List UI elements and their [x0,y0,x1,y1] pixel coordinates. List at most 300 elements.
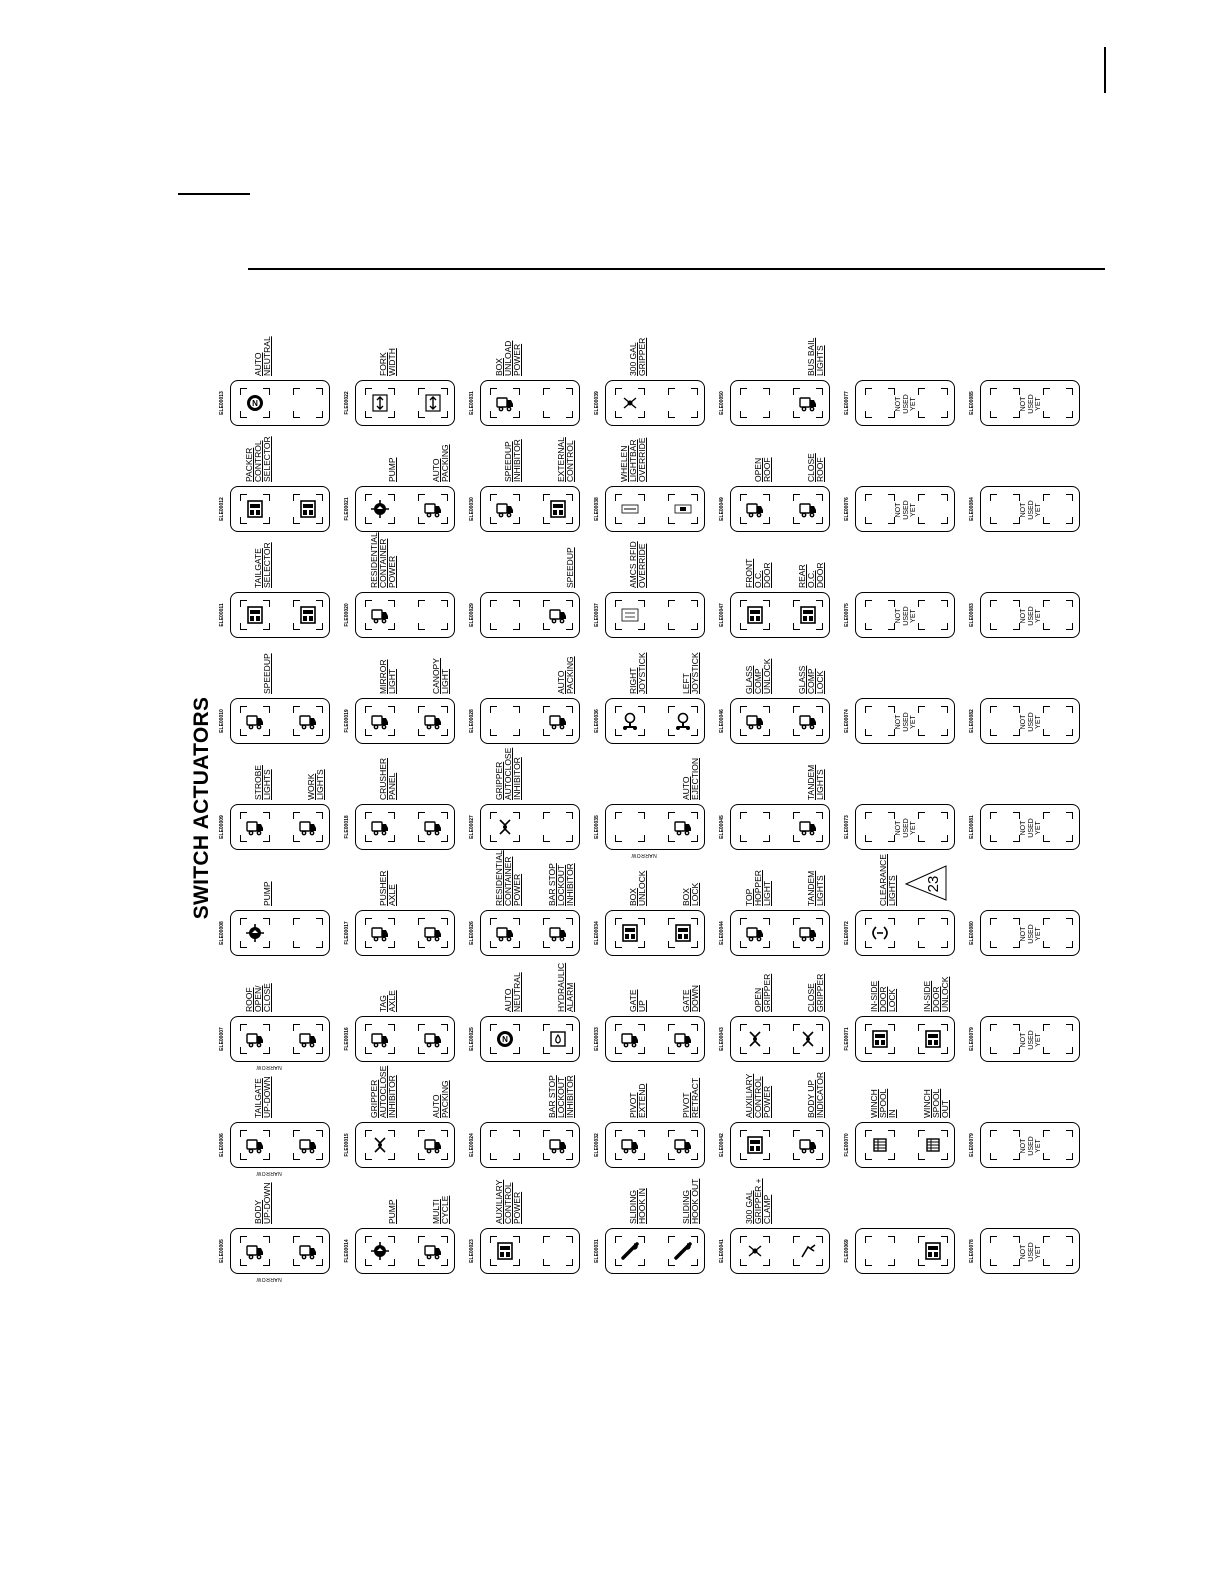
rocker-switch[interactable]: NOT USED YET [980,698,1080,744]
switch-cell: ELE00080 NOT USED YET [972,910,1082,960]
rocker-switch[interactable] [480,804,580,850]
switch-position [918,1024,948,1054]
rocker-switch[interactable]: NOT USED YET [855,804,955,850]
switch-position-empty [490,600,520,630]
switch-position [418,1024,448,1054]
switch-position-empty [990,706,1020,736]
switch-position-empty [615,812,645,842]
switch-position [240,812,270,842]
rocker-switch[interactable] [605,910,705,956]
switch-position [668,812,698,842]
truck-icon [548,1135,568,1155]
switch-position [490,1024,520,1054]
rocker-switch[interactable] [480,910,580,956]
page-corner-mark [1104,47,1106,93]
truck-icon [798,499,818,519]
switch-cell: ELE00075 NOT USED YET [847,592,957,642]
switch-position-empty [490,1130,520,1160]
switch-position-empty [1043,1130,1073,1160]
switch-cell: ELE00008 PUMP [222,910,332,960]
switch-cell: ELE00079 NOT USED YET [972,1122,1082,1172]
switch-cell: FLE00022 FORK WIDTH [347,380,457,430]
switch-cell: ELE00047 FRONT O.C. DOOR REAR O.C. DOOR [722,592,832,642]
section-header-rule [248,268,1105,270]
rocker-switch[interactable] [480,486,580,532]
switch-position [240,600,270,630]
rocker-switch[interactable] [730,486,830,532]
rocker-switch[interactable] [355,910,455,956]
switch-cell: ELE00007 NARROW ROOF OPEN/ CLOSE [222,1016,332,1066]
switch-cell: ELE00009 STROBE LIGHTS WORK LIGHTS [222,804,332,854]
switch-position [293,1130,323,1160]
switch-position-empty [1043,600,1073,630]
truck-icon [370,605,390,625]
rocker-switch[interactable] [480,380,580,426]
switch-position [543,494,573,524]
auto-neutral-icon [495,1029,515,1049]
switch-cell: ELE00035 NARROW AUTO EJECTION [597,804,707,854]
rocker-switch[interactable]: NOT USED YET [980,1016,1080,1062]
switch-position [793,1130,823,1160]
panel-icon [923,1241,943,1261]
switch-cell: ELE00076 NOT USED YET [847,486,957,536]
switch-position [240,1024,270,1054]
switch-position [615,600,645,630]
truck-icon [245,817,265,837]
switch-position [365,1130,395,1160]
revision-triangle [902,862,948,902]
switch-position-empty [990,600,1020,630]
truck-icon [673,1029,693,1049]
rocker-switch[interactable]: NOT USED YET [980,804,1080,850]
rocker-switch[interactable] [355,1016,455,1062]
rocker-switch[interactable] [605,804,705,850]
switch-cell: ELE00026 RESIDENTIAL CONTAINER POWER BAR STOP LOCKOUT INHIBITOR [472,910,582,960]
panel-icon [745,605,765,625]
switch-position-empty [1043,1024,1073,1054]
rocker-switch[interactable] [730,804,830,850]
rocker-switch[interactable] [355,804,455,850]
panel-icon [745,1135,765,1155]
switch-position [418,706,448,736]
rocker-switch[interactable] [355,1228,455,1274]
rocker-switch[interactable] [730,698,830,744]
switch-position [668,918,698,948]
switch-position-empty [668,388,698,418]
rocker-switch[interactable] [230,1228,330,1274]
truck-icon [798,1135,818,1155]
switch-cell: ELE00037 AMCS RFID OVERRIDE [597,592,707,642]
truck-icon [423,1135,443,1155]
truck-icon [370,817,390,837]
truck-icon [370,923,390,943]
switch-cell: FLE00069 [847,1228,957,1278]
narrow-note: NARROW [256,1276,282,1282]
winch-icon [870,1135,890,1155]
switch-position-empty [543,388,573,418]
switch-cell: ELE00030 SPEEDUP INHIBITOR EXTERNAL CONTROL [472,486,582,536]
rocker-switch[interactable] [605,486,705,532]
switch-position [740,1130,770,1160]
rocker-switch[interactable] [730,910,830,956]
svg-text:N: N [252,399,258,408]
rocker-switch[interactable] [605,1228,705,1274]
pump-icon [370,1241,390,1261]
gripper300-icon [745,1241,765,1261]
panel-icon [495,1241,515,1261]
switch-cell: ELE00029 SPEEDUP [472,592,582,642]
switch-cell: ELE00082 NOT USED YET [972,698,1082,748]
rocker-switch[interactable]: NOT USED YET [980,1122,1080,1168]
rocker-switch[interactable] [480,1228,580,1274]
switch-position-empty [990,1236,1020,1266]
rocker-switch[interactable] [730,592,830,638]
switch-cell: FLE00018 CRUSHER PANEL [347,804,457,854]
rocker-switch[interactable] [855,1122,955,1168]
switch-cell: ELE00044 TOP HOPPER LIGHT TANDEM LIGHTS [722,910,832,960]
switch-position-empty [918,494,948,524]
rocker-switch[interactable] [355,380,455,426]
rocker-switch[interactable] [230,1016,330,1062]
rocker-switch[interactable] [730,380,830,426]
switch-position [615,1024,645,1054]
switch-position [543,1024,573,1054]
switch-position [240,1130,270,1160]
rocker-switch[interactable]: NOT USED YET [980,1228,1080,1274]
switch-cell: FLE00014 PUMP MULTI CYCLE [347,1228,457,1278]
switch-position [293,1236,323,1266]
switch-position [668,1130,698,1160]
switch-cell: ELE00085 NOT USED YET [972,380,1082,430]
switch-position [793,600,823,630]
truck-icon [798,817,818,837]
rocker-switch[interactable] [605,1016,705,1062]
switch-cell: ELE00079 NOT USED YET [972,1016,1082,1066]
switch-cell: ELE00010 SPEEDUP [222,698,332,748]
rocker-switch[interactable]: NOT USED YET [980,592,1080,638]
truck-icon [745,499,765,519]
gripper-icon [745,1029,765,1049]
hook-icon [673,1241,693,1261]
switch-position-empty [918,388,948,418]
truck-icon [548,923,568,943]
rocker-switch[interactable] [605,698,705,744]
switch-position-empty [740,812,770,842]
switch-position [365,600,395,630]
switch-position-empty [1043,918,1073,948]
svg-text:N: N [502,1035,508,1044]
truck-icon [673,1135,693,1155]
switch-position [418,918,448,948]
switch-position [615,706,645,736]
rocker-switch[interactable] [855,910,955,956]
switch-position [615,494,645,524]
switch-position-empty [543,812,573,842]
switch-cell: ELE00012 PACKER CONTROL SELECTOR [222,486,332,536]
switch-position [793,494,823,524]
switch-cell: ELE00039 300 GAL GRIPPER [597,380,707,430]
switch-cell: ELE00028 AUTO PACKING [472,698,582,748]
switch-cell: FLE00020 RESIDENTIAL CONTAINER POWER [347,592,457,642]
gripper-icon [370,1135,390,1155]
truck-icon [423,711,443,731]
switch-position [615,918,645,948]
panel-icon [298,605,318,625]
rocker-switch[interactable] [605,592,705,638]
rocker-switch[interactable]: NOT USED YET [980,380,1080,426]
switch-position-empty [418,600,448,630]
rocker-switch[interactable] [730,1228,830,1274]
switch-cell: ELE00046 GLASS COMP UNLOCK GLASS COMP LOCK [722,698,832,748]
truck-icon [423,817,443,837]
switch-cell: ELE00013 N AUTO NEUTRAL [222,380,332,430]
truck-icon [798,923,818,943]
arrows-icon [370,393,390,413]
switch-position [668,1024,698,1054]
switch-position-empty [990,1130,1020,1160]
switch-position [668,1236,698,1266]
switch-position [865,918,895,948]
switch-cell: FLE00021 PUMP AUTO PACKING [347,486,457,536]
rocker-switch[interactable] [355,698,455,744]
switch-position [793,918,823,948]
switch-cell: ELE00049 OPEN ROOF CLOSE ROOF [722,486,832,536]
switch-position [740,1024,770,1054]
switch-cell: ELE00074 NOT USED YET [847,698,957,748]
rocker-switch[interactable] [230,698,330,744]
switch-position [740,1236,770,1266]
switch-position [240,388,270,418]
switch-position-empty [990,918,1020,948]
rocker-switch[interactable]: NOT USED YET [855,698,955,744]
rocker-switch[interactable]: NOT USED YET [980,910,1080,956]
truck-icon [495,923,515,943]
switch-position-empty [490,706,520,736]
switch-position [918,1236,948,1266]
panel-icon [620,923,640,943]
panel-icon [245,499,265,519]
switch-position [365,1024,395,1054]
panel-icon [798,605,818,625]
truck-icon [548,605,568,625]
switch-actuator-grid [219,330,1098,1290]
switch-position [293,1024,323,1054]
truck-icon [245,1241,265,1261]
switch-position [240,706,270,736]
switch-position [918,1130,948,1160]
truck-icon [620,1135,640,1155]
rocker-switch[interactable] [605,380,705,426]
rocker-switch[interactable] [230,592,330,638]
switch-position [490,812,520,842]
switch-position [240,1236,270,1266]
truck-icon [245,711,265,731]
switch-position-empty [865,600,895,630]
switch-cell: ELE00005 NARROW BODY UP-DOWN [222,1228,332,1278]
rocker-switch[interactable] [355,1122,455,1168]
rocker-switch[interactable] [855,1228,955,1274]
switch-position [668,494,698,524]
switch-position [365,388,395,418]
switch-cell: ELE00032 PIVOT EXTEND PIVOT RETRACT [597,1122,707,1172]
switch-position-empty [918,706,948,736]
switch-cell: ELE00033 GATE UP GATE DOWN [597,1016,707,1066]
switch-position [365,706,395,736]
switch-position [293,600,323,630]
switch-cell: ELE00084 NOT USED YET [972,486,1082,536]
switch-position-empty [865,388,895,418]
rocker-switch[interactable] [480,698,580,744]
switch-position [293,812,323,842]
truck-icon [298,817,318,837]
switch-cell: ELE00073 NOT USED YET [847,804,957,854]
joystick-icon [673,711,693,731]
truck-icon [245,1135,265,1155]
switch-position [418,812,448,842]
switch-position-empty [865,1236,895,1266]
truck-icon [298,1241,318,1261]
section-short-rule [178,193,250,195]
narrow-note: NARROW [256,1064,282,1070]
panel-icon [870,1029,890,1049]
switch-position-empty [1043,1236,1073,1266]
switch-position [668,706,698,736]
gripper-icon [798,1029,818,1049]
truck-icon [423,923,443,943]
truck-icon [798,393,818,413]
switch-position-empty [293,918,323,948]
switch-position [418,1130,448,1160]
switch-cell: ELE00050 BUS BAIL LIGHTS [722,380,832,430]
truck-icon [298,711,318,731]
switch-position-empty [918,812,948,842]
revision-number: 23 [924,875,942,893]
truck-icon [423,499,443,519]
switch-position [293,494,323,524]
gripper300-icon [620,393,640,413]
switch-position [615,1236,645,1266]
rocker-switch[interactable]: NOT USED YET [855,380,955,426]
rocker-switch[interactable] [730,1122,830,1168]
switch-position [740,494,770,524]
rocker-switch[interactable]: NOT USED YET [980,486,1080,532]
rocker-switch[interactable] [355,592,455,638]
switch-cell: FLE00019 MIRROR LIGHT CANOPY LIGHT [347,698,457,748]
switch-position [418,1236,448,1266]
truck-icon [298,1029,318,1049]
switch-position [740,918,770,948]
switch-position-empty [918,600,948,630]
rocker-switch[interactable] [230,910,330,956]
alarm-icon [548,1029,568,1049]
auto-neutral-icon [245,393,265,413]
switch-position [240,494,270,524]
switch-cell: ELE00072 CLEARANCE LIGHTS [847,910,957,960]
switch-position [490,388,520,418]
switch-position [543,918,573,948]
switch-position-empty [865,706,895,736]
switch-cell: ELE00025 N AUTO NEUTRAL HYDRAULIC ALARM [472,1016,582,1066]
truck-icon [423,1241,443,1261]
switch-cell: FLE00015 GRIPPER AUTOCLOSE INHIBITOR AUTO PACKING [347,1122,457,1172]
switch-cell: ELE00081 NOT USED YET [972,804,1082,854]
rocker-switch[interactable] [355,486,455,532]
switch-position [740,600,770,630]
rocker-switch[interactable]: NOT USED YET [855,486,955,532]
winch-icon [923,1135,943,1155]
switch-position-empty [918,918,948,948]
rocker-switch[interactable] [480,1016,580,1062]
panel-icon [245,605,265,625]
switch-cell: ELE00078 NOT USED YET [972,1228,1082,1278]
narrow-note: NARROW [256,1170,282,1176]
switch-position-empty [990,1024,1020,1054]
rocker-switch[interactable] [230,486,330,532]
switch-position-empty [990,388,1020,418]
rocker-switch[interactable] [730,1016,830,1062]
switch-cell: ELE00041 300 GAL GRIPPER + CLAMP [722,1228,832,1278]
switch-cell: ELE00038 WHELEN LIGHTBAR OVERRIDE [597,486,707,536]
truck-icon [245,1029,265,1049]
panel-icon [548,499,568,519]
rocker-switch[interactable]: NOT USED YET [855,592,955,638]
switch-position [490,918,520,948]
switch-position-empty [668,600,698,630]
switch-position [543,706,573,736]
switch-position-empty [1043,494,1073,524]
clearance-icon [870,923,890,943]
truck-icon [673,817,693,837]
rocker-switch[interactable] [230,1122,330,1168]
switch-position [418,494,448,524]
switch-cell: FLE00016 TAG AXLE [347,1016,457,1066]
rocker-switch[interactable] [480,592,580,638]
arrows-icon [423,393,443,413]
switch-cell: ELE00036 RIGHT JOYSTICK LEFT JOYSTICK [597,698,707,748]
switch-position [365,918,395,948]
switch-position-empty [293,388,323,418]
rocker-switch[interactable] [480,1122,580,1168]
joystick-icon [620,711,640,731]
switch-position [865,1024,895,1054]
switch-cell: ELE00031 BOX UNLOAD POWER [472,380,582,430]
switch-cell: ELE00027 GRIPPER AUTOCLOSE INHIBITOR [472,804,582,854]
switch-position-empty [543,1236,573,1266]
truck-icon [745,923,765,943]
switch-cell: FLE00071 IN-SIDE DOOR LOCK IN-SIDE DOOR UNLOCK [847,1016,957,1066]
switch-position-empty [1043,706,1073,736]
gripper-icon [495,817,515,837]
switch-position [490,494,520,524]
truck-icon [370,1029,390,1049]
truck-icon [370,711,390,731]
switch-cell: ELE00045 TANDEM LIGHTS [722,804,832,854]
pump-icon [370,499,390,519]
rocker-switch[interactable] [605,1122,705,1168]
switch-cell: ELE00034 BOX UNLOCK BOX LOCK [597,910,707,960]
panel-icon [673,923,693,943]
switch-position [490,1236,520,1266]
rocker-switch[interactable] [855,1016,955,1062]
clamp-icon [798,1241,818,1261]
switch-cell: ELE00042 AUXILIARY CONTROL POWER BODY UP INDICATOR [722,1122,832,1172]
truck-icon [298,1135,318,1155]
switch-position-empty [990,494,1020,524]
rocker-switch[interactable] [230,380,330,426]
whelen-lock-icon [673,499,693,519]
rocker-switch[interactable] [230,804,330,850]
switch-cell: ELE00043 OPEN GRIPPER CLOSE GRIPPER [722,1016,832,1066]
